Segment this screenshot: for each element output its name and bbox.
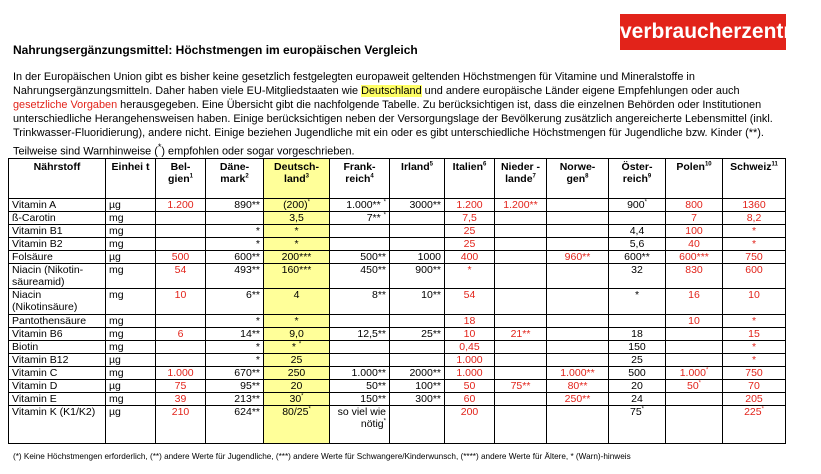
value-cell xyxy=(156,341,206,354)
value-cell xyxy=(156,315,206,328)
value-cell xyxy=(547,238,609,251)
value-cell xyxy=(547,212,609,225)
value-cell: 54 xyxy=(445,289,495,315)
value-cell: 21** xyxy=(495,328,547,341)
value-cell xyxy=(390,315,445,328)
table-row xyxy=(9,393,786,406)
value-cell: * xyxy=(723,341,786,354)
value-cell: 80** xyxy=(547,380,609,393)
value-cell xyxy=(547,354,609,367)
value-cell: 500 xyxy=(156,251,206,264)
table-row xyxy=(9,406,786,444)
value-cell: 75* xyxy=(609,406,666,444)
value-cell xyxy=(330,238,390,251)
value-cell: * xyxy=(445,264,495,289)
footnote: (*) Keine Höchstmengen erforderlich, (**) andere Werte für Jugendliche, (***) andere Werte für Schwangere/Kinderwunsch, (****) andere Werte für Ältere, * (Warn)-hinweis xyxy=(13,452,631,461)
nutrient-name: Vitamin D xyxy=(9,380,106,393)
value-cell xyxy=(390,406,445,444)
value-cell: 493** xyxy=(206,264,264,289)
column-header: Polen$^{10}$ xyxy=(666,159,723,199)
value-cell: 10 xyxy=(156,289,206,315)
value-cell: 150** xyxy=(330,393,390,406)
table-row xyxy=(9,328,786,341)
value-cell: * xyxy=(723,354,786,367)
value-cell xyxy=(495,264,547,289)
value-cell: 1.000 xyxy=(156,367,206,380)
value-cell: 624** xyxy=(206,406,264,444)
value-cell: 4 xyxy=(264,289,330,315)
value-cell xyxy=(666,393,723,406)
column-header: Deutsch- land$^3$ xyxy=(264,159,330,199)
nutrient-name: ß-Carotin xyxy=(9,212,106,225)
value-cell: 600*** xyxy=(666,251,723,264)
nutrient-name: Vitamin K (K1/K2) xyxy=(9,406,106,444)
column-header: Nieder - lande$^7$ xyxy=(495,159,547,199)
value-cell: 20 xyxy=(609,380,666,393)
column-header: Däne- mark$^2$ xyxy=(206,159,264,199)
value-cell xyxy=(666,406,723,444)
value-cell: 12,5** xyxy=(330,328,390,341)
value-cell: 40 xyxy=(666,238,723,251)
value-cell: 18 xyxy=(609,328,666,341)
value-cell xyxy=(547,315,609,328)
table-row xyxy=(9,212,786,225)
value-cell xyxy=(390,341,445,354)
nutrient-name: Vitamin B6 xyxy=(9,328,106,341)
value-cell: 1.200 xyxy=(445,199,495,212)
value-cell: 400 xyxy=(445,251,495,264)
unit-cell: mg xyxy=(106,238,156,251)
value-cell: 500 xyxy=(609,367,666,380)
value-cell xyxy=(547,328,609,341)
value-cell: * xyxy=(206,341,264,354)
table-row xyxy=(9,315,786,328)
table-row xyxy=(9,251,786,264)
column-header: Norwe- gen$^8$ xyxy=(547,159,609,199)
value-cell xyxy=(666,328,723,341)
nutrient-name: Niacin (Nikotinsäure) xyxy=(9,289,106,315)
nutrient-name: Vitamin B1 xyxy=(9,225,106,238)
table-row xyxy=(9,354,786,367)
value-cell xyxy=(495,406,547,444)
value-cell xyxy=(495,212,547,225)
value-cell xyxy=(547,289,609,315)
nutrient-name: Folsäure xyxy=(9,251,106,264)
value-cell: 160*** xyxy=(264,264,330,289)
table-row xyxy=(9,341,786,354)
value-cell: 70 xyxy=(723,380,786,393)
value-cell: 75** xyxy=(495,380,547,393)
value-cell: 670** xyxy=(206,367,264,380)
value-cell: 6** xyxy=(206,289,264,315)
value-cell xyxy=(547,225,609,238)
value-cell: 1360 xyxy=(723,199,786,212)
table-row xyxy=(9,238,786,251)
unit-cell: mg xyxy=(106,225,156,238)
value-cell xyxy=(330,341,390,354)
value-cell: * * xyxy=(264,341,330,354)
value-cell: 50** xyxy=(330,380,390,393)
unit-cell: µg xyxy=(106,354,156,367)
value-cell: 7** * xyxy=(330,212,390,225)
value-cell: 20 xyxy=(264,380,330,393)
value-cell: 250 xyxy=(264,367,330,380)
value-cell: * xyxy=(723,225,786,238)
value-cell: 50* xyxy=(666,380,723,393)
value-cell xyxy=(495,354,547,367)
value-cell: 100 xyxy=(666,225,723,238)
nutrient-name: Pantothensäure xyxy=(9,315,106,328)
value-cell: 1.200 xyxy=(156,199,206,212)
value-cell: 960** xyxy=(547,251,609,264)
value-cell: 0,45 xyxy=(445,341,495,354)
value-cell: 16 xyxy=(666,289,723,315)
value-cell: 450** xyxy=(330,264,390,289)
value-cell: * xyxy=(206,315,264,328)
value-cell: 75 xyxy=(156,380,206,393)
value-cell: 800 xyxy=(666,199,723,212)
value-cell: 600 xyxy=(723,264,786,289)
value-cell: 750 xyxy=(723,367,786,380)
value-cell xyxy=(156,225,206,238)
value-cell: 7 xyxy=(666,212,723,225)
value-cell: * xyxy=(206,238,264,251)
brand-logo[interactable]: verbraucherzentrale xyxy=(620,14,786,50)
value-cell: 900* xyxy=(609,199,666,212)
value-cell: 4,4 xyxy=(609,225,666,238)
value-cell: * xyxy=(723,315,786,328)
page-title: Nahrungsergänzungsmittel: Höchstmengen im europäischen Vergleich xyxy=(13,43,418,57)
nutrient-name: Vitamin C xyxy=(9,367,106,380)
value-cell: 9,0 xyxy=(264,328,330,341)
unit-cell: µg xyxy=(106,406,156,444)
value-cell: 10 xyxy=(666,315,723,328)
value-cell: 1.000** xyxy=(330,367,390,380)
value-cell xyxy=(330,354,390,367)
nutrient-limits-table xyxy=(8,158,786,444)
value-cell xyxy=(495,225,547,238)
value-cell: 210 xyxy=(156,406,206,444)
column-header: Schweiz$^{11}$ xyxy=(723,159,786,199)
value-cell: 205 xyxy=(723,393,786,406)
value-cell xyxy=(495,238,547,251)
value-cell xyxy=(156,354,206,367)
table-row xyxy=(9,264,786,289)
value-cell: * xyxy=(206,225,264,238)
value-cell xyxy=(390,212,445,225)
value-cell: (200)* xyxy=(264,199,330,212)
value-cell xyxy=(495,367,547,380)
value-cell: 32 xyxy=(609,264,666,289)
unit-cell: mg xyxy=(106,328,156,341)
value-cell: 25 xyxy=(264,354,330,367)
unit-cell: mg xyxy=(106,289,156,315)
column-header: Bel- gien$^1$ xyxy=(156,159,206,199)
value-cell xyxy=(495,393,547,406)
value-cell: 25** xyxy=(390,328,445,341)
table-row xyxy=(9,289,786,315)
value-cell: 95** xyxy=(206,380,264,393)
table-row xyxy=(9,225,786,238)
value-cell: 900** xyxy=(390,264,445,289)
nutrient-name: Vitamin E xyxy=(9,393,106,406)
value-cell: 750 xyxy=(723,251,786,264)
value-cell: * xyxy=(264,225,330,238)
value-cell: 18 xyxy=(445,315,495,328)
value-cell: 10 xyxy=(445,328,495,341)
value-cell xyxy=(495,289,547,315)
intro-paragraph: In der Europäischen Union gibt es bisher keine gesetzlich festgelegten europaweit geltenden Höchstmengen für Vitamine und Mineralstoffe in Nahrungsergänzungsmitteln. Daher haben viele EU-Mitgliedstaaten wie Deutschland und andere europäische Länder eigene Empfehlungen oder auch gesetzliche Vorgaben herausgegeben. Eine Übersicht gibt die nachfolgende Tabelle. Zu berücksichtigen ist, dass die einzelnen Behörden oder Institutionen unterschiedliche Herangehensweisen haben. Einige berücksichtigen neben der Versorgungslage der Bevölkerung zusätzlich angereicherte Lebensmittel (inkl. Trinkwasser-Fluoridierung), andere nicht. Einige beziehen Jugendliche mit ein oder es gibt unterschiedliche Höchstmengen für Jugendliche bzw. Kinder (**). Teilweise sind Warnhinweise (*) empfohlen oder sogar vorgeschrieben. xyxy=(13,71,773,159)
unit-cell: µg xyxy=(106,380,156,393)
value-cell xyxy=(390,238,445,251)
value-cell: * xyxy=(264,238,330,251)
value-cell xyxy=(330,225,390,238)
value-cell: 250** xyxy=(547,393,609,406)
value-cell: 60 xyxy=(445,393,495,406)
nutrient-name: Biotin xyxy=(9,341,106,354)
value-cell: 3,5 xyxy=(264,212,330,225)
value-cell xyxy=(609,315,666,328)
nutrient-name: Vitamin B2 xyxy=(9,238,106,251)
value-cell: * xyxy=(264,315,330,328)
value-cell xyxy=(495,341,547,354)
value-cell: 24 xyxy=(609,393,666,406)
nutrient-name: Vitamin B12 xyxy=(9,354,106,367)
value-cell xyxy=(495,315,547,328)
unit-cell: mg xyxy=(106,367,156,380)
value-cell: 1.000 xyxy=(445,367,495,380)
value-cell: so viel wie nötig* xyxy=(330,406,390,444)
value-cell: * xyxy=(206,354,264,367)
link-gesetzliche-vorgaben[interactable]: gesetzliche Vorgaben xyxy=(13,99,118,112)
table-header-row xyxy=(9,159,786,199)
value-cell xyxy=(547,264,609,289)
value-cell: 600** xyxy=(609,251,666,264)
value-cell: 225* xyxy=(723,406,786,444)
value-cell xyxy=(547,199,609,212)
nutrient-name: Vitamin A xyxy=(9,199,106,212)
unit-cell: mg xyxy=(106,341,156,354)
value-cell xyxy=(390,354,445,367)
unit-cell: mg xyxy=(106,212,156,225)
column-header: Irland$^5$ xyxy=(390,159,445,199)
value-cell xyxy=(156,212,206,225)
value-cell: 7,5 xyxy=(445,212,495,225)
value-cell: 150 xyxy=(609,341,666,354)
value-cell: 25 xyxy=(445,238,495,251)
value-cell: 3000** xyxy=(390,199,445,212)
table-row xyxy=(9,380,786,393)
value-cell: 200 xyxy=(445,406,495,444)
unit-cell: mg xyxy=(106,264,156,289)
value-cell: 8** xyxy=(330,289,390,315)
table-row xyxy=(9,367,786,380)
unit-cell: mg xyxy=(106,315,156,328)
value-cell xyxy=(330,315,390,328)
value-cell: 6 xyxy=(156,328,206,341)
value-cell: 890** xyxy=(206,199,264,212)
value-cell: 39 xyxy=(156,393,206,406)
value-cell: * xyxy=(723,238,786,251)
column-header: Italien$^6$ xyxy=(445,159,495,199)
value-cell: 14** xyxy=(206,328,264,341)
value-cell: 8,2 xyxy=(723,212,786,225)
column-header: Öster- reich$^9$ xyxy=(609,159,666,199)
value-cell: 2000** xyxy=(390,367,445,380)
value-cell xyxy=(156,238,206,251)
link-deutschland[interactable]: Deutschland xyxy=(361,85,422,98)
value-cell: 213** xyxy=(206,393,264,406)
value-cell: 25 xyxy=(609,354,666,367)
value-cell: 54 xyxy=(156,264,206,289)
value-cell: 600** xyxy=(206,251,264,264)
unit-cell: µg xyxy=(106,251,156,264)
value-cell: 200*** xyxy=(264,251,330,264)
value-cell: * xyxy=(609,289,666,315)
value-cell: 830 xyxy=(666,264,723,289)
value-cell: 1000 xyxy=(390,251,445,264)
column-header: Nährstoff xyxy=(9,159,106,199)
value-cell xyxy=(547,341,609,354)
value-cell xyxy=(390,225,445,238)
value-cell: 1.000 xyxy=(445,354,495,367)
column-header: Frank- reich$^4$ xyxy=(330,159,390,199)
value-cell: 15 xyxy=(723,328,786,341)
value-cell xyxy=(666,354,723,367)
value-cell: 30* xyxy=(264,393,330,406)
column-header: Einhei t xyxy=(106,159,156,199)
value-cell: 50 xyxy=(445,380,495,393)
value-cell: 100** xyxy=(390,380,445,393)
value-cell xyxy=(495,251,547,264)
value-cell: 1.000** xyxy=(547,367,609,380)
table-row xyxy=(9,199,786,212)
value-cell: 25 xyxy=(445,225,495,238)
value-cell: 500** xyxy=(330,251,390,264)
value-cell: 10 xyxy=(723,289,786,315)
value-cell xyxy=(547,406,609,444)
value-cell: 1.000** * xyxy=(330,199,390,212)
unit-cell: µg xyxy=(106,199,156,212)
value-cell xyxy=(206,212,264,225)
value-cell: 1.200** xyxy=(495,199,547,212)
value-cell: 300** xyxy=(390,393,445,406)
value-cell: 80/25* xyxy=(264,406,330,444)
unit-cell: mg xyxy=(106,393,156,406)
value-cell: 1.000* xyxy=(666,367,723,380)
nutrient-name: Niacin (Nikotin-säureamid) xyxy=(9,264,106,289)
value-cell xyxy=(666,341,723,354)
value-cell: 5,6 xyxy=(609,238,666,251)
value-cell xyxy=(609,212,666,225)
value-cell: 10** xyxy=(390,289,445,315)
